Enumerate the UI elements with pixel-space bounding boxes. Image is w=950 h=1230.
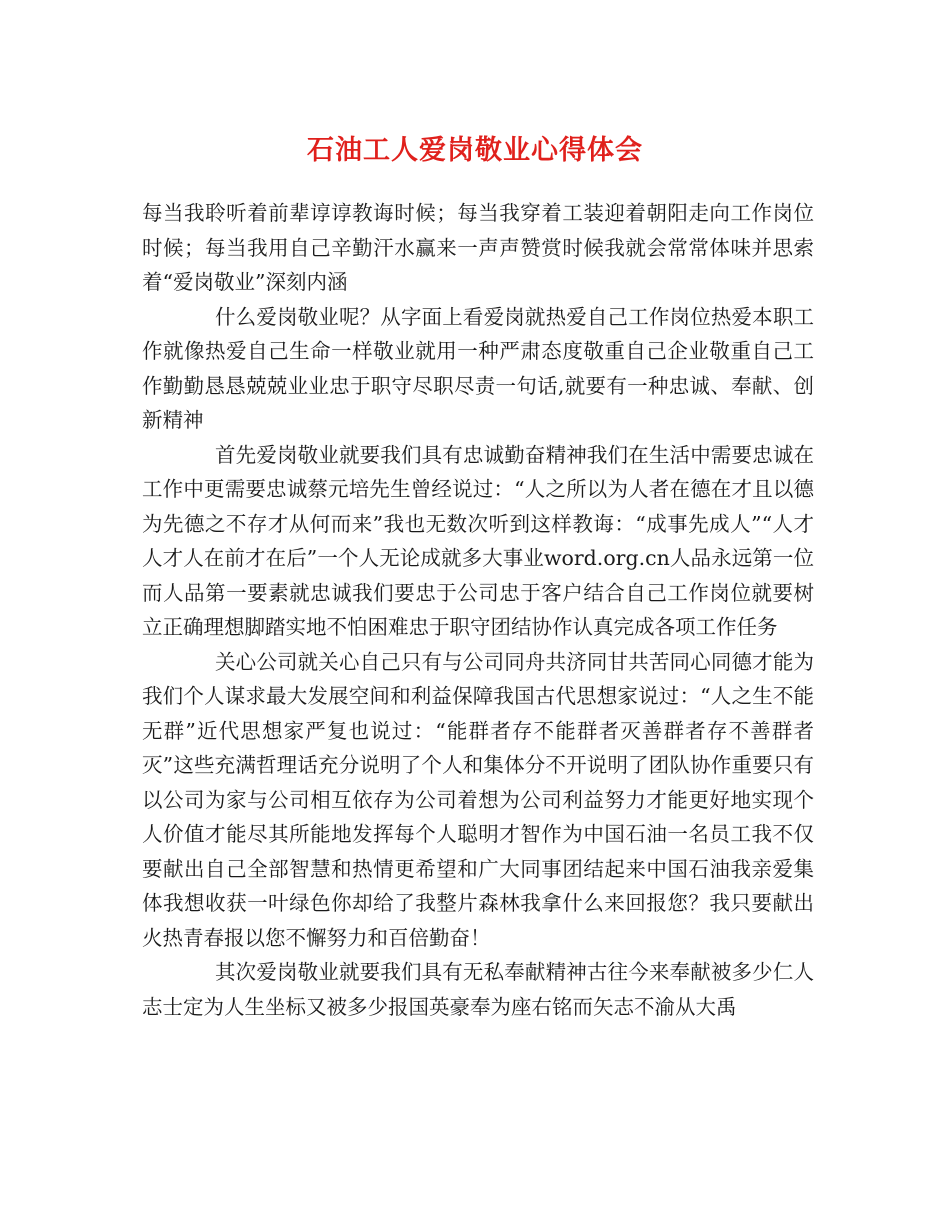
paragraph-loyalty: 首先爱岗敬业就要我们具有忠诚勤奋精神我们在生活中需要忠诚在工作中更需要忠诚蔡元培先生曾经说过：“人之所以为人者在德在才且以德为先德之不存才从何而来”我也无数次听到这样教诲：“成事先成人”“人才人才人在前才在后”一个人无论成就多大事业word.org.cn人品永远第一位而人品第一要素就忠诚我们要忠于公司忠于客户结合自己工作岗位就要树立正确理想脚踏实地不怕困难忠于职守团结协作认真完成各项工作任务 — [142, 442, 814, 639]
paragraph-definition: 什么爱岗敬业呢？从字面上看爱岗就热爱自己工作岗位热爱本职工作就像热爱自己生命一样敬业就用一种严肃态度敬重自己企业敬重自己工作勤勤恳恳兢兢业业忠于职守尽职尽责一句话,就要有一种忠诚、奉献、创新精神 — [142, 304, 814, 432]
paragraph-intro: 每当我聆听着前辈谆谆教诲时候；每当我穿着工装迎着朝阳走向工作岗位时候；每当我用自己辛勤汗水赢来一声声赞赏时候我就会常常体味并思索着“爱岗敬业”深刻内涵 — [142, 201, 814, 294]
document-title: 石油工人爱岗敬业心得体会 — [307, 135, 643, 166]
document-body — [142, 196, 814, 1024]
paragraph-dedication: 其次爱岗敬业就要我们具有无私奉献精神古往今来奉献被多少仁人志士定为人生坐标又被多少报国英豪奉为座右铭而矢志不渝从大禹 — [142, 960, 814, 1019]
paragraph-company-care: 关心公司就关心自己只有与公司同舟共济同甘共苦同心同德才能为我们个人谋求最大发展空间和利益保障我国古代思想家说过：“人之生不能无群”近代思想家严复也说过：“能群者存不能群者灭善群者存不善群者灭”这些充满哲理话充分说明了个人和集体分不开说明了团队协作重要只有以公司为家与公司相互依存为公司着想为公司利益努力才能更好地实现个人价值才能尽其所能地发挥每个人聪明才智作为中国石油一名员工我不仅要献出自己全部智慧和热情更希望和广大同事团结起来中国石油我亲爱集体我想收获一叶绿色你却给了我整片森林我拿什么来回报您？我只要献出火热青春报以您不懈努力和百倍勤奋！ — [142, 649, 814, 950]
